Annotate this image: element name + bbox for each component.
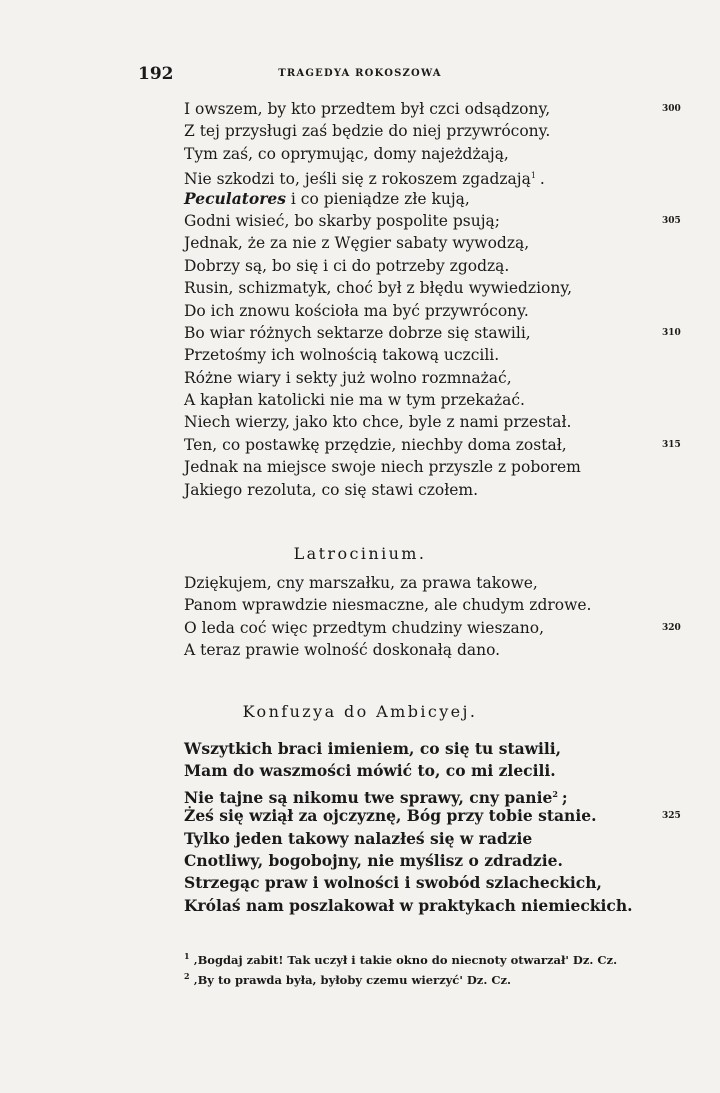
verse-line [184, 895, 633, 917]
verse-text: Żeś się wziął za ojczyznę, Bóg przy tobie stanie. [184, 806, 597, 826]
line-number: 305 [662, 215, 681, 226]
footnote-text: ‚By to prawda była, byłoby czemu wierzyć' Dz. Cz. [193, 972, 512, 987]
verse-text: Rusin, schizmatyk, choć był z błędu wywiedziony, [184, 279, 572, 298]
verse-text: Jakiego rezoluta, co się stawi czołem. [184, 480, 479, 499]
verse-text: i co pieniądze złe kują, [286, 189, 470, 208]
verse-text: Królaś nam poszlakował w praktykach niemieckich. [184, 895, 633, 915]
verse-text: Cnotliwy, bogobojny, nie myślisz o zdradzie. [184, 850, 563, 870]
footnote-reference: 1 [530, 171, 536, 181]
section-title-latrocinium: Latrocinium. [293, 544, 427, 563]
verse-text: Dziękujem, cny marszałku, za prawa takowe, [184, 574, 538, 592]
line-number: 315 [662, 439, 681, 450]
verse-line [184, 255, 624, 277]
verse-text: Przetośmy ich wolnością takową uczcili. [184, 346, 500, 365]
verse-line [184, 594, 624, 616]
verse-text: Ten, co postawkę przędzie, niechby doma został, [184, 435, 567, 454]
verse-emphasis: Peculatores [184, 188, 286, 208]
verse-line [184, 300, 624, 322]
verse-line [184, 805, 681, 827]
verse-block-main [184, 98, 681, 501]
verse-line [184, 572, 624, 594]
verse-text: A teraz prawie wolność doskonałą dano. [184, 641, 501, 660]
footnote-mark: 2 [184, 971, 190, 981]
verse-text: I owszem, by kto przedtem był czci odsądzony, [184, 100, 551, 118]
verse-line [184, 322, 681, 344]
line-number: 310 [662, 327, 681, 338]
verse-line [184, 434, 681, 456]
footnote-item [184, 946, 694, 966]
verse-text: Wszytkich braci imieniem, co się tu stawili, [184, 739, 562, 758]
verse-line [184, 277, 624, 299]
footnotes [184, 946, 694, 986]
verse-line [184, 188, 624, 210]
verse-text: Mam do waszmości mówić to, co mi zlecili. [184, 761, 556, 781]
verse-text: Jednak, że za nie z Węgier sabaty wywodzą, [184, 234, 530, 253]
verse-line [184, 738, 624, 760]
footnote-item [184, 966, 694, 986]
verse-line [184, 456, 624, 478]
line-number: 300 [662, 104, 681, 114]
verse-line [184, 479, 624, 501]
section-title-konfuzya: Konfuzya do Ambicyej. [242, 702, 478, 721]
verse-text: Z tej przysługi zaś będzie do niej przywrócony. [184, 122, 551, 141]
footnote-reference: 2 [552, 788, 558, 799]
verse-block-konfuzya [184, 738, 681, 917]
verse-punctuation: . [539, 170, 545, 189]
verse-text: A kapłan katolicki nie ma w tym przekażać. [184, 391, 525, 410]
running-title: TRAGEDYA ROKOSZOWA [278, 68, 442, 79]
verse-line [184, 232, 624, 254]
verse-line [184, 98, 681, 120]
verse-line [184, 850, 624, 872]
verse-text: Jednak na miejsce swoje niech przyszle z poborem [184, 458, 581, 477]
verse-line [184, 210, 681, 232]
verse-line [184, 828, 624, 850]
verse-text: Bo wiar różnych sektarze dobrze się stawili, [184, 323, 531, 342]
verse-text: Nie szkodzi to, jeśli się z rokoszem zgadzają [184, 170, 531, 189]
line-number: 320 [662, 622, 681, 633]
verse-text: Niech wierzy, jako kto chce, byle z nami przestał. [184, 413, 572, 432]
verse-text: Godni wisieć, bo skarby pospolite psują; [184, 211, 500, 230]
verse-text: Panom wprawdzie niesmaczne, ale chudym zdrowe. [184, 596, 592, 615]
line-number: 325 [662, 811, 681, 822]
verse-line [184, 389, 624, 411]
verse-line [184, 165, 624, 187]
verse-text: Nie tajne są nikomu twe sprawy, cny panie [184, 787, 553, 807]
verse-text: O leda coć więc przedtym chudziny wieszano, [184, 618, 545, 637]
verse-block-latrocinium [184, 572, 681, 662]
page-number: 192 [138, 64, 174, 84]
verse-line [184, 120, 624, 142]
verse-line [184, 617, 681, 639]
verse-line [184, 411, 624, 433]
verse-text: Strzegąc praw i wolności i swobód szlacheckich, [184, 873, 602, 893]
verse-text: Różne wiary i sekty już wolno rozmnażać, [184, 368, 512, 387]
verse-line [184, 760, 624, 782]
verse-text: Tym zaś, co oprymując, domy najeżdżają, [184, 144, 509, 163]
verse-line [184, 143, 624, 165]
footnote-text: ‚Bogdaj zabit! Tak uczył i takie okno do niecnoty otwarzał' Dz. Cz. [193, 952, 618, 967]
verse-line [184, 639, 624, 661]
verse-text: Do ich znowu kościoła ma być przywrócony. [184, 301, 529, 320]
footnote-mark: 1 [184, 951, 190, 961]
verse-text: Dobrzy są, bo się i ci do potrzeby zgodzą. [184, 256, 510, 275]
verse-punctuation: ; [561, 787, 568, 807]
verse-text: Tylko jeden takowy nalazłeś się w radzie [184, 828, 533, 848]
verse-line [184, 783, 624, 805]
verse-line [184, 367, 624, 389]
verse-line [184, 344, 624, 366]
verse-line [184, 872, 624, 894]
